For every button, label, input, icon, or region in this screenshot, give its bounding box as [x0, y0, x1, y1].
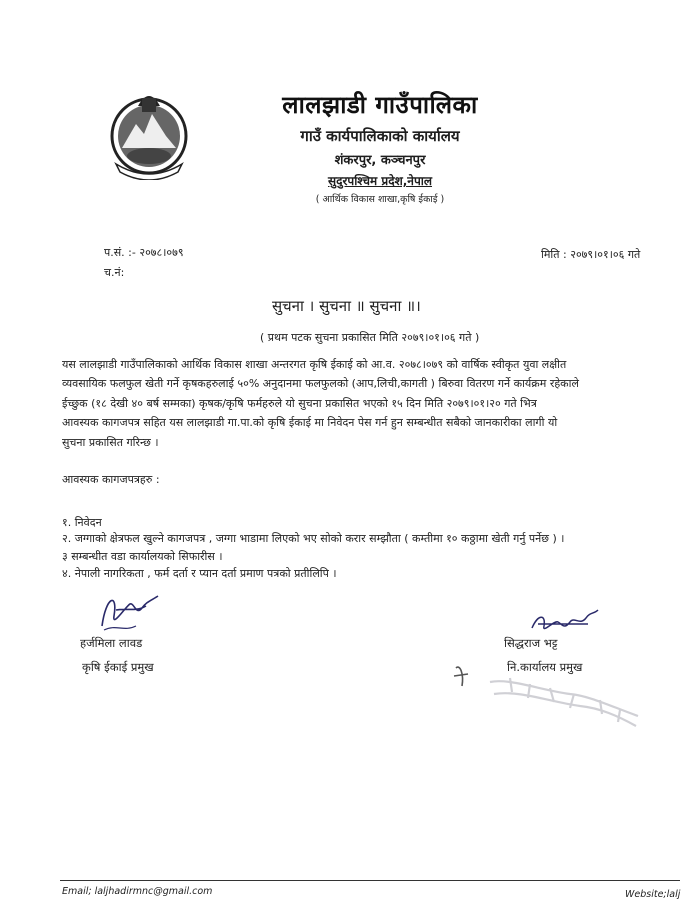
left-signatory-name: हर्जमिला लावड — [80, 636, 143, 650]
footer-divider — [60, 880, 680, 881]
body-line: ईच्छुक (१८ देखी ४० बर्ष सम्मका) कृषक/कृषि फर्महरुले यो सुचना प्रकासित भएको १५ दिन मिति २०७९।०१।२० गते भित्र — [62, 396, 537, 410]
left-signatory-role: कृषि ईकाई प्रमुख — [82, 660, 154, 674]
office-stamp — [450, 660, 645, 740]
office-location: शंकरपुर, कञ्चनपुर — [334, 153, 426, 168]
notice-published-date: ( प्रथम पटक सुचना प्रकासित मिति २०७९।०१।०६ गते ) — [260, 331, 480, 344]
right-signatory-name: सिद्धराज भट्ट — [504, 636, 558, 650]
body-line: सुचना प्रकासित गरिन्छ । — [62, 435, 159, 449]
municipality-title: लालझाडी गाउँपालिका — [282, 91, 478, 119]
body-line: व्यवसायिक फलफुल खेती गर्ने कृषकहरुलाई ५०% अनुदानमा फलफुलको (आप,लिची,कागती ) बिरुवा वितरण गर्ने कार्यक्रम रहेकाले — [62, 377, 579, 391]
right-signatory-role: नि.कार्यालय प्रमुख — [507, 660, 583, 674]
notice-title: सुचना । सुचना ॥ सुचना ॥। — [272, 297, 421, 315]
footer-email[interactable]: Email; laljhadirmnc@gmail.com — [62, 886, 213, 897]
document-item: ४. नेपाली नागरिकता , फर्म दर्ता र प्यान दर्ता प्रमाण पत्रको प्रतीलिपि । — [62, 567, 337, 580]
nepal-emblem-icon — [108, 84, 190, 180]
signature-right — [528, 608, 600, 638]
dispatch-number: च.नं: — [104, 266, 125, 279]
reference-number: प.सं. :- २०७८।०७९ — [104, 246, 184, 259]
document-item: १. निवेदन — [62, 516, 102, 529]
footer-website[interactable]: Website;lalj — [625, 889, 681, 900]
office-name: गाउँ कार्यपालिकाको कार्यालय — [300, 127, 460, 145]
document-item: ३ सम्बन्धीत वडा कार्यालयको सिफारीस । — [62, 550, 223, 563]
province-name: सुदुरपश्चिम प्रदेश,नेपाल — [327, 174, 433, 188]
document-item: २. जग्गाको क्षेत्रफल खुल्ने कागजपत्र , जग्गा भाडामा लिएको भए सोको करार सम्झौता ( कम्तीमा १० कठ्ठामा खेती गर्नु पर्नेछ ) । — [62, 532, 565, 545]
body-line: यस लालझाडी गाउँपालिकाको आर्थिक विकास शाखा अन्तरगत कृषि ईकाई को आ.व. २०७८।०७९ को वार्षिक स्वीकृत युवा लक्षीत — [62, 358, 567, 371]
letter-date: मिति : २०७९।०१।०६ गते — [541, 248, 641, 261]
notice-body — [62, 355, 668, 452]
signature-left — [96, 586, 166, 636]
body-line: आवस्यक कागजपत्र सहित यस लालझाडी गा.पा.को कृषि ईकाई मा निवेदन पेस गर्न हुन सम्बन्धीत सबैको जानकारीका लागी यो — [62, 416, 558, 430]
branch-name: ( आर्थिक विकास शाखा,कृषि ईकाई ) — [315, 194, 445, 205]
documents-title: आवस्यक कागजपत्रहरु : — [62, 473, 160, 486]
